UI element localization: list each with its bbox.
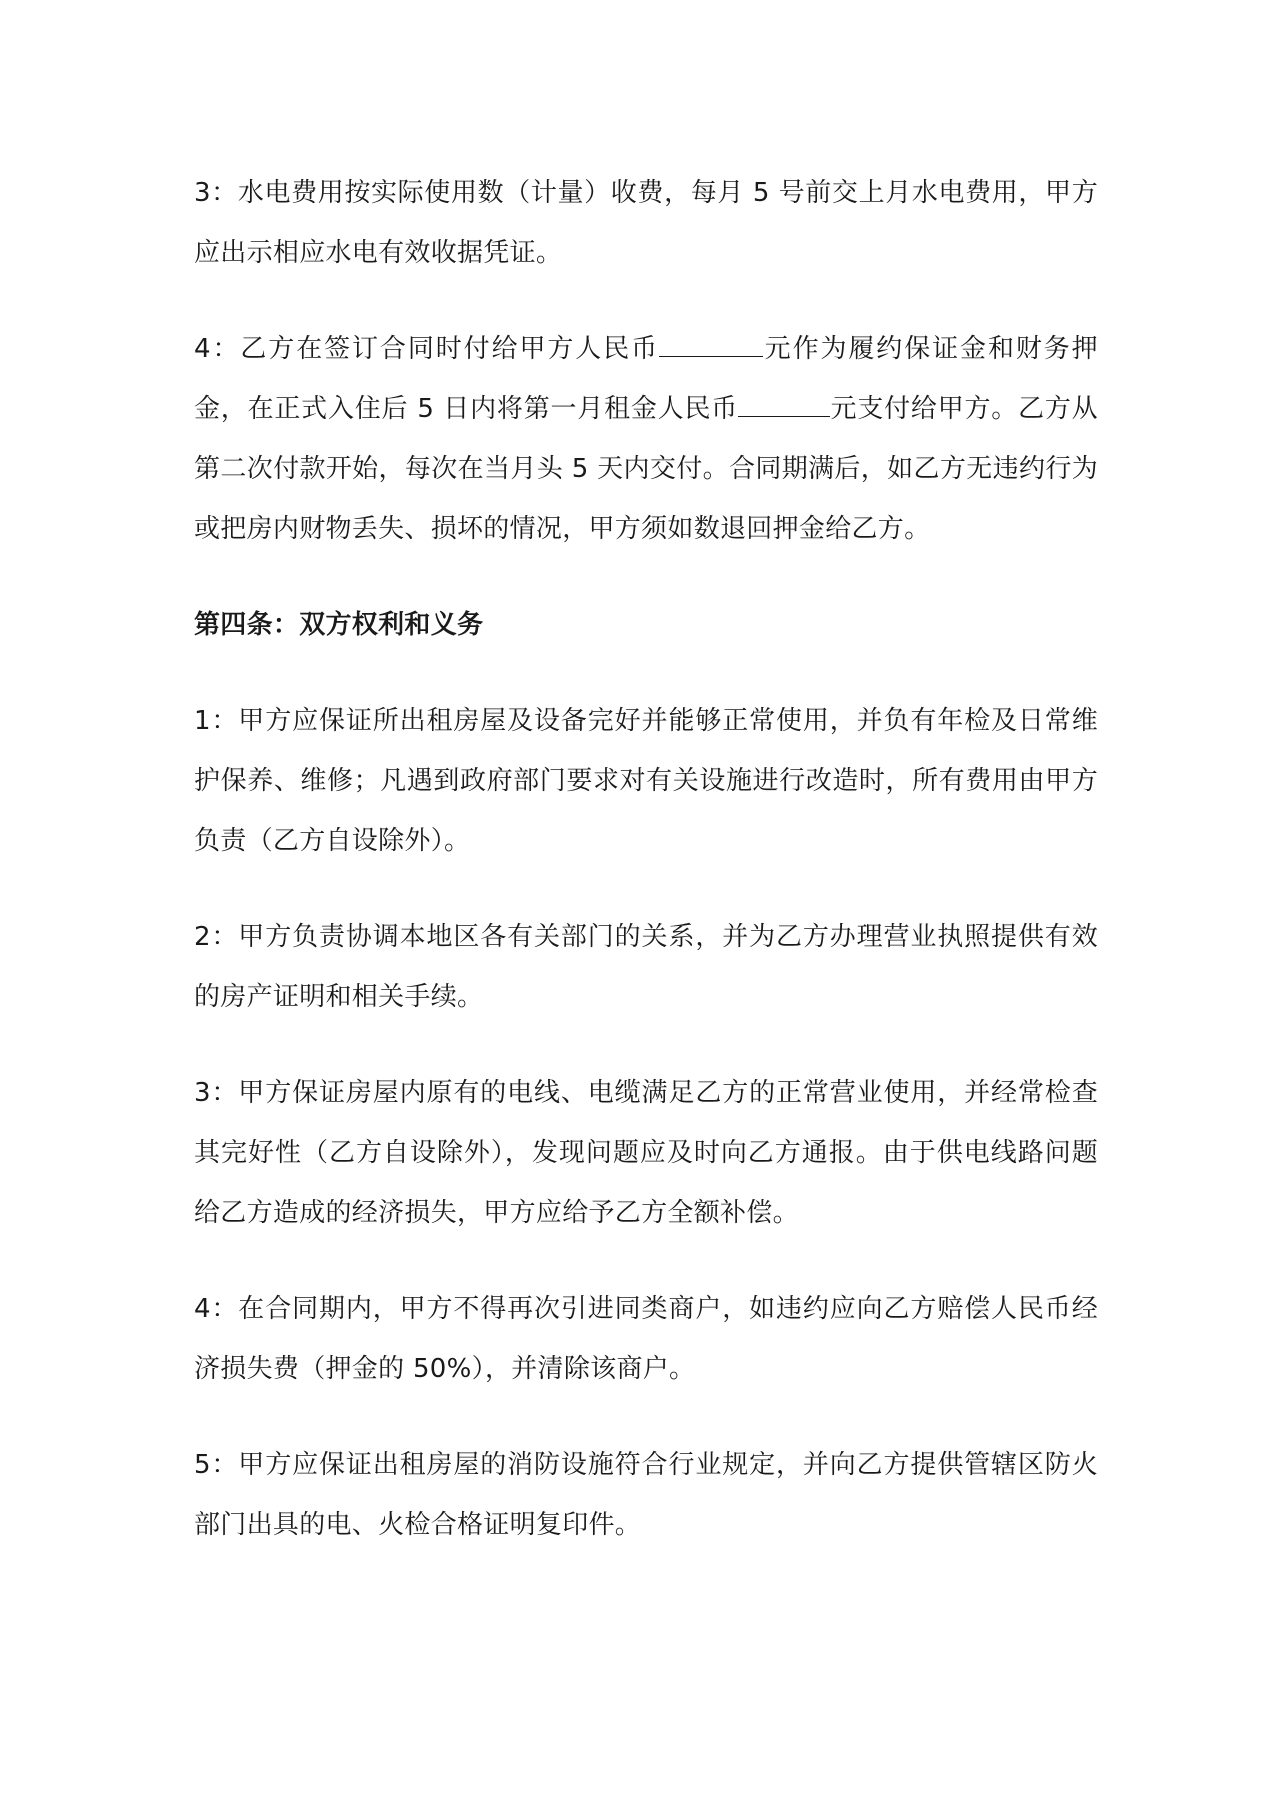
paragraph-utility-fees: 3：水电费用按实际使用数（计量）收费，每月 5 号前交上月水电费用，甲方应出示相应水电有效收据凭证。: [194, 178, 1098, 268]
paragraph-right-4: 4：在合同期内，甲方不得再次引进同类商户，如违约应向乙方赔偿人民币经济损失费（押金的 50%），并清除该商户。: [194, 1294, 1098, 1384]
deposit-text-3: 元支付给甲方。乙方从第二次付款开始，每次在当月头 5 天内交付。合同期满后，如乙方无违约行为或把房内财物丢失、损坏的情况，甲方须如数退回押金给乙方。: [194, 394, 1098, 544]
paragraph-right-2: 2：甲方负责协调本地区各有关部门的关系，并为乙方办理营业执照提供有效的房产证明和相关手续。: [194, 922, 1098, 1012]
paragraph-right-5: 5：甲方应保证出租房屋的消防设施符合行业规定，并向乙方提供管辖区防火部门出具的电、火检合格证明复印件。: [194, 1450, 1098, 1540]
deposit-text-2: 元作为履约保证金和财务押金，在正式入住后 5 日内将第一月租金人民币: [194, 334, 1098, 424]
deposit-amount-blank: [659, 332, 763, 357]
section-heading: 第四条：双方权利和义务: [194, 610, 484, 640]
first-rent-amount-blank: [738, 392, 830, 417]
document-body: [194, 163, 1098, 1591]
paragraph-right-1: 1：甲方应保证所出租房屋及设备完好并能够正常使用，并负有年检及日常维护保养、维修；凡遇到政府部门要求对有关设施进行改造时，所有费用由甲方负责（乙方自设除外）。: [194, 706, 1098, 856]
deposit-text-1: 4：乙方在签订合同时付给甲方人民币: [194, 334, 660, 364]
paragraph-right-3: 3：甲方保证房屋内原有的电线、电缆满足乙方的正常营业使用，并经常检查其完好性（乙方自设除外），发现问题应及时向乙方通报。由于供电线路问题给乙方造成的经济损失，甲方应给予乙方全额补偿。: [194, 1078, 1098, 1228]
paragraph-deposit: [194, 319, 1098, 559]
